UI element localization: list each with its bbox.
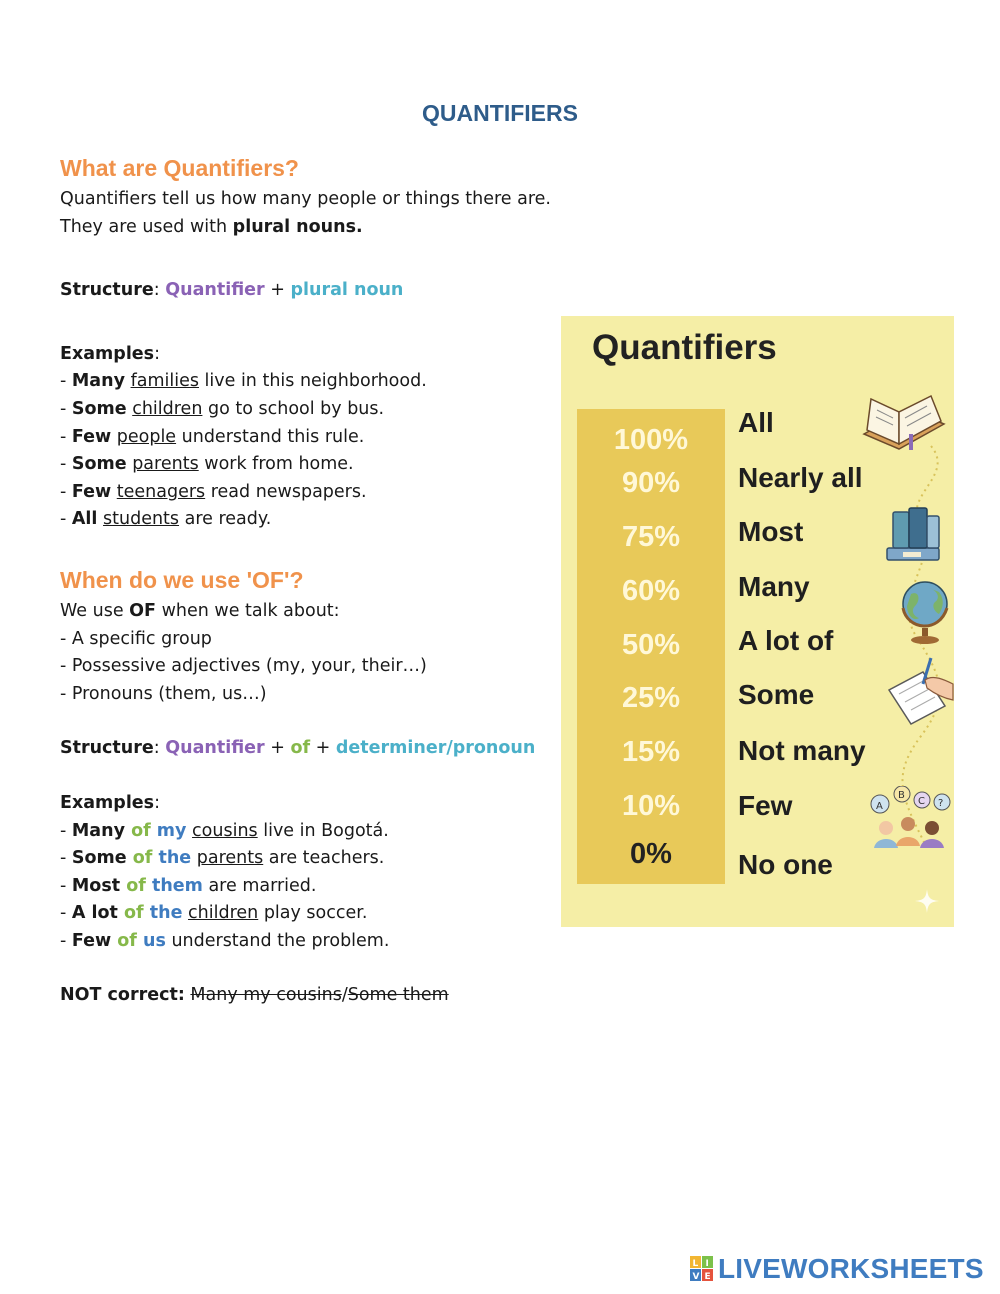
example-rest: go to school by bus. (202, 398, 385, 419)
wrong-example: Some them (347, 985, 449, 1006)
example-dash: - (60, 398, 72, 419)
structure-plus: + (264, 280, 291, 301)
structure-colon: : (153, 280, 166, 301)
example-row (60, 451, 560, 479)
example-rest: understand the problem. (165, 930, 390, 951)
structure-plus: + (264, 738, 291, 759)
example-quantifier: Many (71, 820, 125, 841)
heading-what-are-quantifiers: What are Quantifiers? (60, 155, 299, 181)
book-icon (859, 394, 949, 456)
examples-colon: : (154, 792, 161, 813)
quantifier-word: Nearly all (738, 462, 863, 493)
example-dash: - (60, 454, 72, 475)
structure-of: of (290, 738, 311, 759)
percent-label: 15% (621, 736, 681, 768)
svg-text:B: B (898, 790, 905, 801)
example-rest: play soccer. (258, 903, 368, 924)
example-quantifier: Some (71, 398, 127, 419)
example-dash: - (60, 820, 72, 841)
sparkle-icon (914, 888, 940, 914)
example-rest: live in this neighborhood. (198, 371, 427, 392)
of-bullet: - Pronouns (them, us…) (60, 683, 267, 704)
example-of: of (126, 848, 153, 869)
example-noun: parents (132, 454, 199, 475)
example-dash: - (60, 848, 72, 869)
example-rest: are ready. (179, 509, 272, 530)
example-row (60, 818, 560, 846)
structure-determiner: determiner/pronoun (335, 738, 536, 759)
example-determiner: us (136, 930, 166, 951)
of-intro-text: We use (60, 600, 130, 621)
writing-hand-icon (883, 654, 955, 726)
structure-quantifier: Quantifier (165, 280, 265, 301)
example-quantifier: Most (71, 875, 121, 896)
example-noun: teenagers (116, 481, 206, 502)
structure-2 (60, 735, 560, 763)
percent-label: 90% (621, 467, 681, 499)
example-quantifier: Few (71, 426, 112, 447)
page-title: QUANTIFIERS (422, 100, 578, 126)
definition-text: They are used with (60, 216, 233, 237)
of-intro-end: when we talk about: (156, 600, 340, 621)
quantifier-word: Many (738, 571, 810, 602)
percent-label: 25% (621, 682, 681, 714)
example-quantifier: Many (71, 371, 125, 392)
example-row (60, 900, 560, 928)
definition-line-1: Quantifiers tell us how many people or things there are. (60, 189, 551, 209)
example-dash: - (60, 481, 72, 502)
example-dash: - (60, 903, 72, 924)
example-row (60, 424, 560, 452)
quantifier-word: A lot of (738, 625, 834, 656)
logo-letter: V (692, 1272, 700, 1282)
examples-2-list (60, 818, 560, 956)
example-noun: parents (196, 848, 264, 869)
example-row (60, 396, 560, 424)
logo-letter: E (704, 1272, 711, 1282)
globe-icon (899, 578, 951, 646)
not-correct-line (60, 982, 560, 1010)
quantifier-word: Most (738, 516, 804, 547)
example-of: of (124, 820, 151, 841)
example-dash: - (60, 426, 72, 447)
example-determiner: the (143, 903, 183, 924)
example-noun: children (188, 903, 259, 924)
left-column (60, 150, 560, 1010)
example-row (60, 928, 560, 956)
example-rest: read newspapers. (205, 481, 367, 502)
quantifier-word: All (738, 407, 774, 438)
example-dash: - (60, 875, 72, 896)
structure-label: Structure (60, 280, 154, 301)
example-of: of (120, 875, 146, 896)
books-stack-icon (883, 506, 945, 566)
examples-1-label (60, 341, 560, 369)
examples-label: Examples (60, 792, 155, 813)
percent-label: 100% (613, 424, 689, 456)
wrong-example: Many my cousins (190, 985, 342, 1006)
liveworksheets-logo-icon (690, 1256, 714, 1282)
definition-line-2 (60, 214, 560, 242)
quantifier-word: Some (738, 679, 815, 710)
example-quantifier: Some (71, 454, 127, 475)
liveworksheets-brand (690, 1253, 990, 1285)
plural-nouns-bold: plural nouns. (232, 216, 363, 237)
examples-2-label (60, 790, 560, 818)
example-dash: - (60, 509, 72, 530)
logo-letter: L (692, 1259, 699, 1269)
example-determiner: my (150, 820, 187, 841)
example-row (60, 479, 560, 507)
example-row (60, 845, 560, 873)
example-quantifier: Few (71, 481, 112, 502)
structure-plural-noun: plural noun (290, 280, 404, 301)
example-rest: understand this rule. (176, 426, 365, 447)
percent-label: 50% (621, 629, 681, 661)
structure-plus: + (310, 738, 336, 759)
quantifiers-card (561, 316, 954, 927)
svg-text:C: C (918, 796, 925, 807)
example-noun: children (132, 398, 203, 419)
brand-name: LIVEWORKSHEETS (718, 1253, 984, 1284)
of-bullet: - Possessive adjectives (my, your, their…) (60, 656, 427, 677)
structure-quantifier: Quantifier (165, 738, 265, 759)
svg-text:A: A (876, 801, 883, 812)
example-noun: people (116, 426, 177, 447)
example-noun: students (103, 509, 180, 530)
examples-colon: : (154, 343, 161, 364)
example-noun: cousins (192, 820, 258, 841)
example-noun: families (130, 371, 199, 392)
logo-letter: I (705, 1259, 709, 1269)
card-title: Quantifiers (592, 328, 777, 367)
percent-label: 10% (621, 790, 681, 822)
quantifier-word: No one (738, 849, 833, 880)
example-quantifier: Some (71, 848, 127, 869)
example-dash: - (60, 371, 72, 392)
quantifier-word: Few (738, 790, 793, 821)
percent-label: 0% (630, 838, 672, 870)
example-of: of (111, 930, 137, 951)
examples-1-list (60, 368, 560, 534)
quantifier-word: Not many (738, 735, 866, 766)
example-quantifier: All (71, 509, 98, 530)
heading-when-use-of: When do we use 'OF'? (60, 566, 304, 593)
not-correct-label: NOT correct: (60, 985, 185, 1006)
structure-1 (60, 277, 560, 305)
percent-label: 60% (621, 575, 681, 607)
example-rest: work from home. (198, 454, 354, 475)
example-rest: live in Bogotá. (257, 820, 389, 841)
of-intro (60, 598, 560, 626)
example-row (60, 873, 560, 901)
of-bullet: - A specific group (60, 628, 212, 649)
example-determiner: the (152, 848, 192, 869)
example-rest: are married. (202, 875, 317, 896)
example-row (60, 506, 560, 534)
example-quantifier: A lot (71, 903, 118, 924)
of-bold: OF (129, 600, 156, 621)
structure-colon: : (153, 738, 166, 759)
structure-label: Structure (60, 738, 154, 759)
example-quantifier: Few (71, 930, 112, 951)
example-determiner: them (145, 875, 203, 896)
percent-label: 75% (621, 521, 681, 553)
example-row (60, 368, 560, 396)
slash: / (341, 985, 348, 1006)
example-of: of (117, 903, 144, 924)
svg-text:?: ? (938, 798, 944, 809)
example-dash: - (60, 930, 72, 951)
example-rest: are teachers. (263, 848, 385, 869)
examples-label: Examples (60, 343, 155, 364)
speech-bubbles-people-icon (866, 786, 952, 852)
